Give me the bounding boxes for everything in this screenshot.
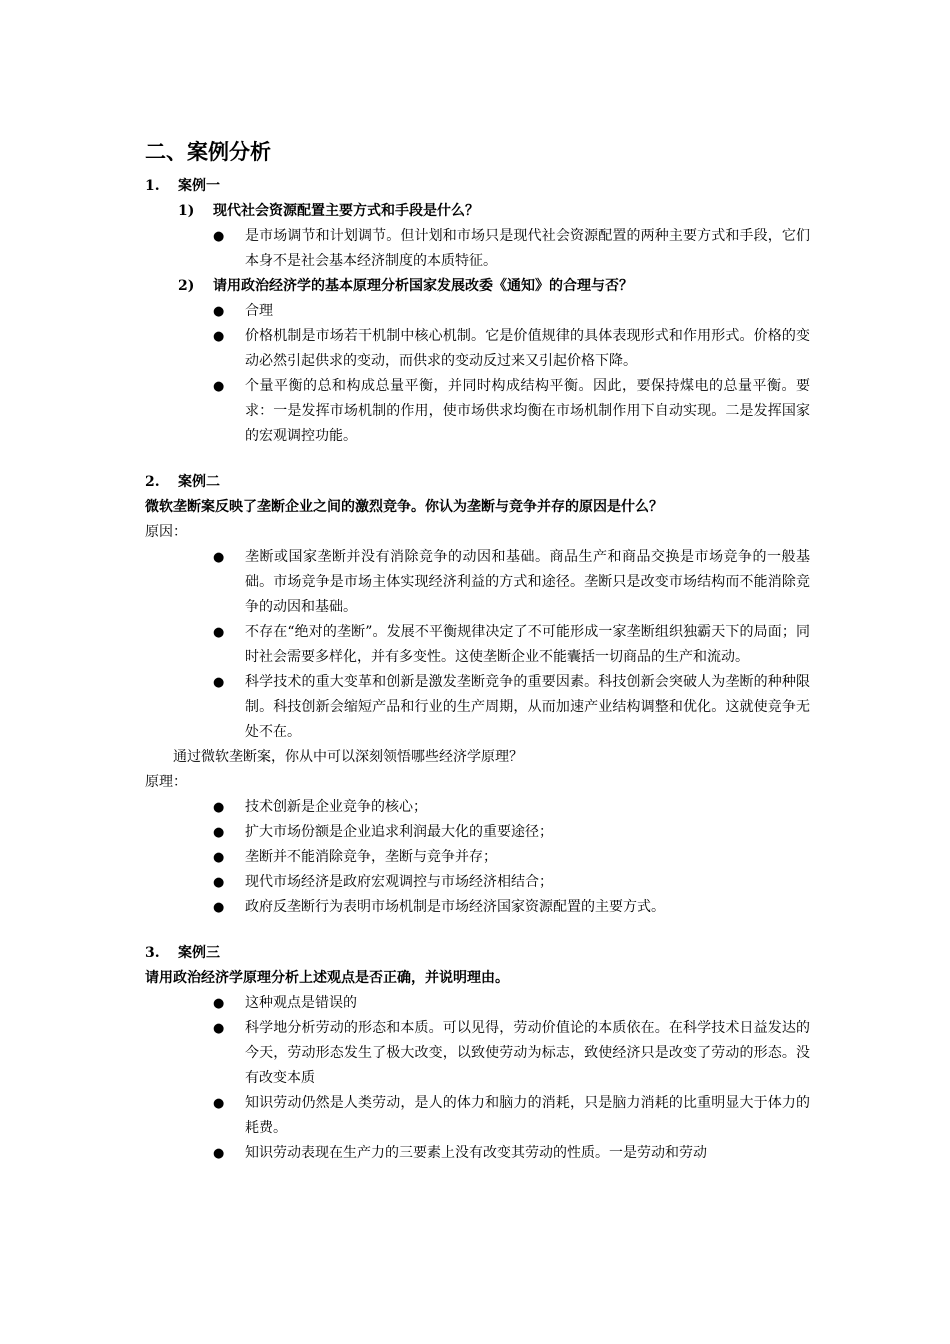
document-body xyxy=(145,136,810,1166)
list-item xyxy=(145,1016,810,1091)
question-number: 1) xyxy=(178,203,195,219)
case-1-question-1 xyxy=(145,199,810,224)
list-item xyxy=(145,545,810,620)
list-item-text: 垄断或国家垄断并没有消除竞争的动因和基础。商品生产和商品交换是市场竞争的一般基础。市场竞争是市场主体实现经济利益的方式和途径。垄断只是改变市场结构而不能消除竞争的动因和基础。 xyxy=(245,549,810,615)
list-item-text: 科学技术的重大变革和创新是激发垄断竞争的重要因素。科技创新会突破人为垄断的种种限制。科技创新会缩短产品和行业的生产周期，从而加速产业结构调整和优化。这就使竞争无处不在。 xyxy=(245,674,810,740)
list-item xyxy=(145,795,810,820)
bullet-icon: ● xyxy=(213,675,225,690)
list-item xyxy=(145,1141,810,1166)
list-item xyxy=(145,224,810,274)
case-2-question: 微软垄断案反映了垄断企业之间的激烈竞争。你认为垄断与竞争并存的原因是什么？ xyxy=(145,499,663,515)
list-item-text: 知识劳动仍然是人类劳动，是人的体力和脑力的消耗，只是脑力消耗的比重明显大于体力的耗费。 xyxy=(245,1095,810,1136)
case-2-number: 2. xyxy=(145,474,160,490)
bullet-icon: ● xyxy=(213,229,225,244)
list-item xyxy=(145,820,810,845)
list-item-text: 合理 xyxy=(245,303,273,319)
bullet-icon: ● xyxy=(213,379,225,394)
list-item-text: 个量平衡的总和构成总量平衡，并同时构成结构平衡。因此，要保持煤电的总量平衡。要求：一是发挥市场机制的作用，使市场供求均衡在市场机制作用下自动实现。二是发挥国家的宏观调控功能。 xyxy=(245,378,810,444)
case-3-number: 3. xyxy=(145,945,160,961)
bullet-icon: ● xyxy=(213,1146,225,1161)
case-1-number: 1. xyxy=(145,178,160,194)
bullet-icon: ● xyxy=(213,329,225,344)
list-item xyxy=(145,324,810,374)
question-number: 2) xyxy=(178,278,195,294)
bullet-icon: ● xyxy=(213,550,225,565)
question-text: 请用政治经济学的基本原理分析国家发展改委《通知》的合理与否？ xyxy=(213,278,633,294)
spacer xyxy=(145,920,810,941)
list-item-text: 是市场调节和计划调节。但计划和市场只是现代社会资源配置的两种主要方式和手段，它们本身不是社会基本经济制度的本质特征。 xyxy=(245,228,810,269)
list-item-text: 扩大市场份额是企业追求利润最大化的重要途径； xyxy=(245,824,553,840)
case-3-title: 案例三 xyxy=(178,945,220,961)
bullet-icon: ● xyxy=(213,1096,225,1111)
list-item xyxy=(145,374,810,449)
list-item-text: 政府反垄断行为表明市场机制是市场经济国家资源配置的主要方式。 xyxy=(245,899,665,915)
case-1-title: 案例一 xyxy=(178,178,220,194)
case-3-heading xyxy=(145,941,810,966)
list-item xyxy=(145,299,810,324)
case-1-question-2 xyxy=(145,274,810,299)
list-item xyxy=(145,870,810,895)
list-item-text: 现代市场经济是政府宏观调控与市场经济相结合； xyxy=(245,874,553,890)
list-item xyxy=(145,1091,810,1141)
bullet-icon: ● xyxy=(213,800,225,815)
list-item xyxy=(145,845,810,870)
list-item-text: 不存在“绝对的垄断”。发展不平衡规律决定了不可能形成一家垄断组织独霸天下的局面；同时社会需要多样化，并有多变性。这使垄断企业不能囊括一切商品的生产和流动。 xyxy=(245,624,810,665)
bullet-icon: ● xyxy=(213,850,225,865)
section-heading: 二、案例分析 xyxy=(145,139,271,164)
list-item-text: 这种观点是错误的 xyxy=(245,995,357,1011)
case-1-heading xyxy=(145,174,810,199)
list-item-text: 价格机制是市场若干机制中核心机制。它是价值规律的具体表现形式和作用形式。价格的变动必然引起供求的变动，而供求的变动反过来又引起价格下降。 xyxy=(245,328,810,369)
list-item-text: 科学地分析劳动的形态和本质。可以见得，劳动价值论的本质依在。在科学技术日益发达的今天，劳动形态发生了极大改变，以致使劳动为标志，致使经济只是改变了劳动的形态。没有改变本质 xyxy=(245,1020,810,1086)
case-2-title: 案例二 xyxy=(178,474,220,490)
principle-label: 原理： xyxy=(145,774,187,790)
list-item-text: 垄断并不能消除竞争，垄断与竞争并存； xyxy=(245,849,497,865)
list-item xyxy=(145,991,810,1016)
bullet-icon: ● xyxy=(213,304,225,319)
case-2-heading xyxy=(145,470,810,495)
bullet-icon: ● xyxy=(213,900,225,915)
list-item xyxy=(145,670,810,745)
case-3-question: 请用政治经济学原理分析上述观点是否正确，并说明理由。 xyxy=(145,970,509,986)
reason-label: 原因： xyxy=(145,524,187,540)
question-text: 现代社会资源配置主要方式和手段是什么？ xyxy=(213,203,479,219)
bullet-icon: ● xyxy=(213,875,225,890)
bullet-icon: ● xyxy=(213,825,225,840)
case-2-question-2: 通过微软垄断案，你从中可以深刻领悟哪些经济学原理？ xyxy=(173,749,523,765)
bullet-icon: ● xyxy=(213,625,225,640)
list-item xyxy=(145,620,810,670)
bullet-icon: ● xyxy=(213,996,225,1011)
list-item xyxy=(145,895,810,920)
bullet-icon: ● xyxy=(213,1021,225,1036)
list-item-text: 知识劳动表现在生产力的三要素上没有改变其劳动的性质。一是劳动和劳动 xyxy=(245,1145,707,1161)
list-item-text: 技术创新是企业竞争的核心； xyxy=(245,799,427,815)
spacer xyxy=(145,449,810,470)
